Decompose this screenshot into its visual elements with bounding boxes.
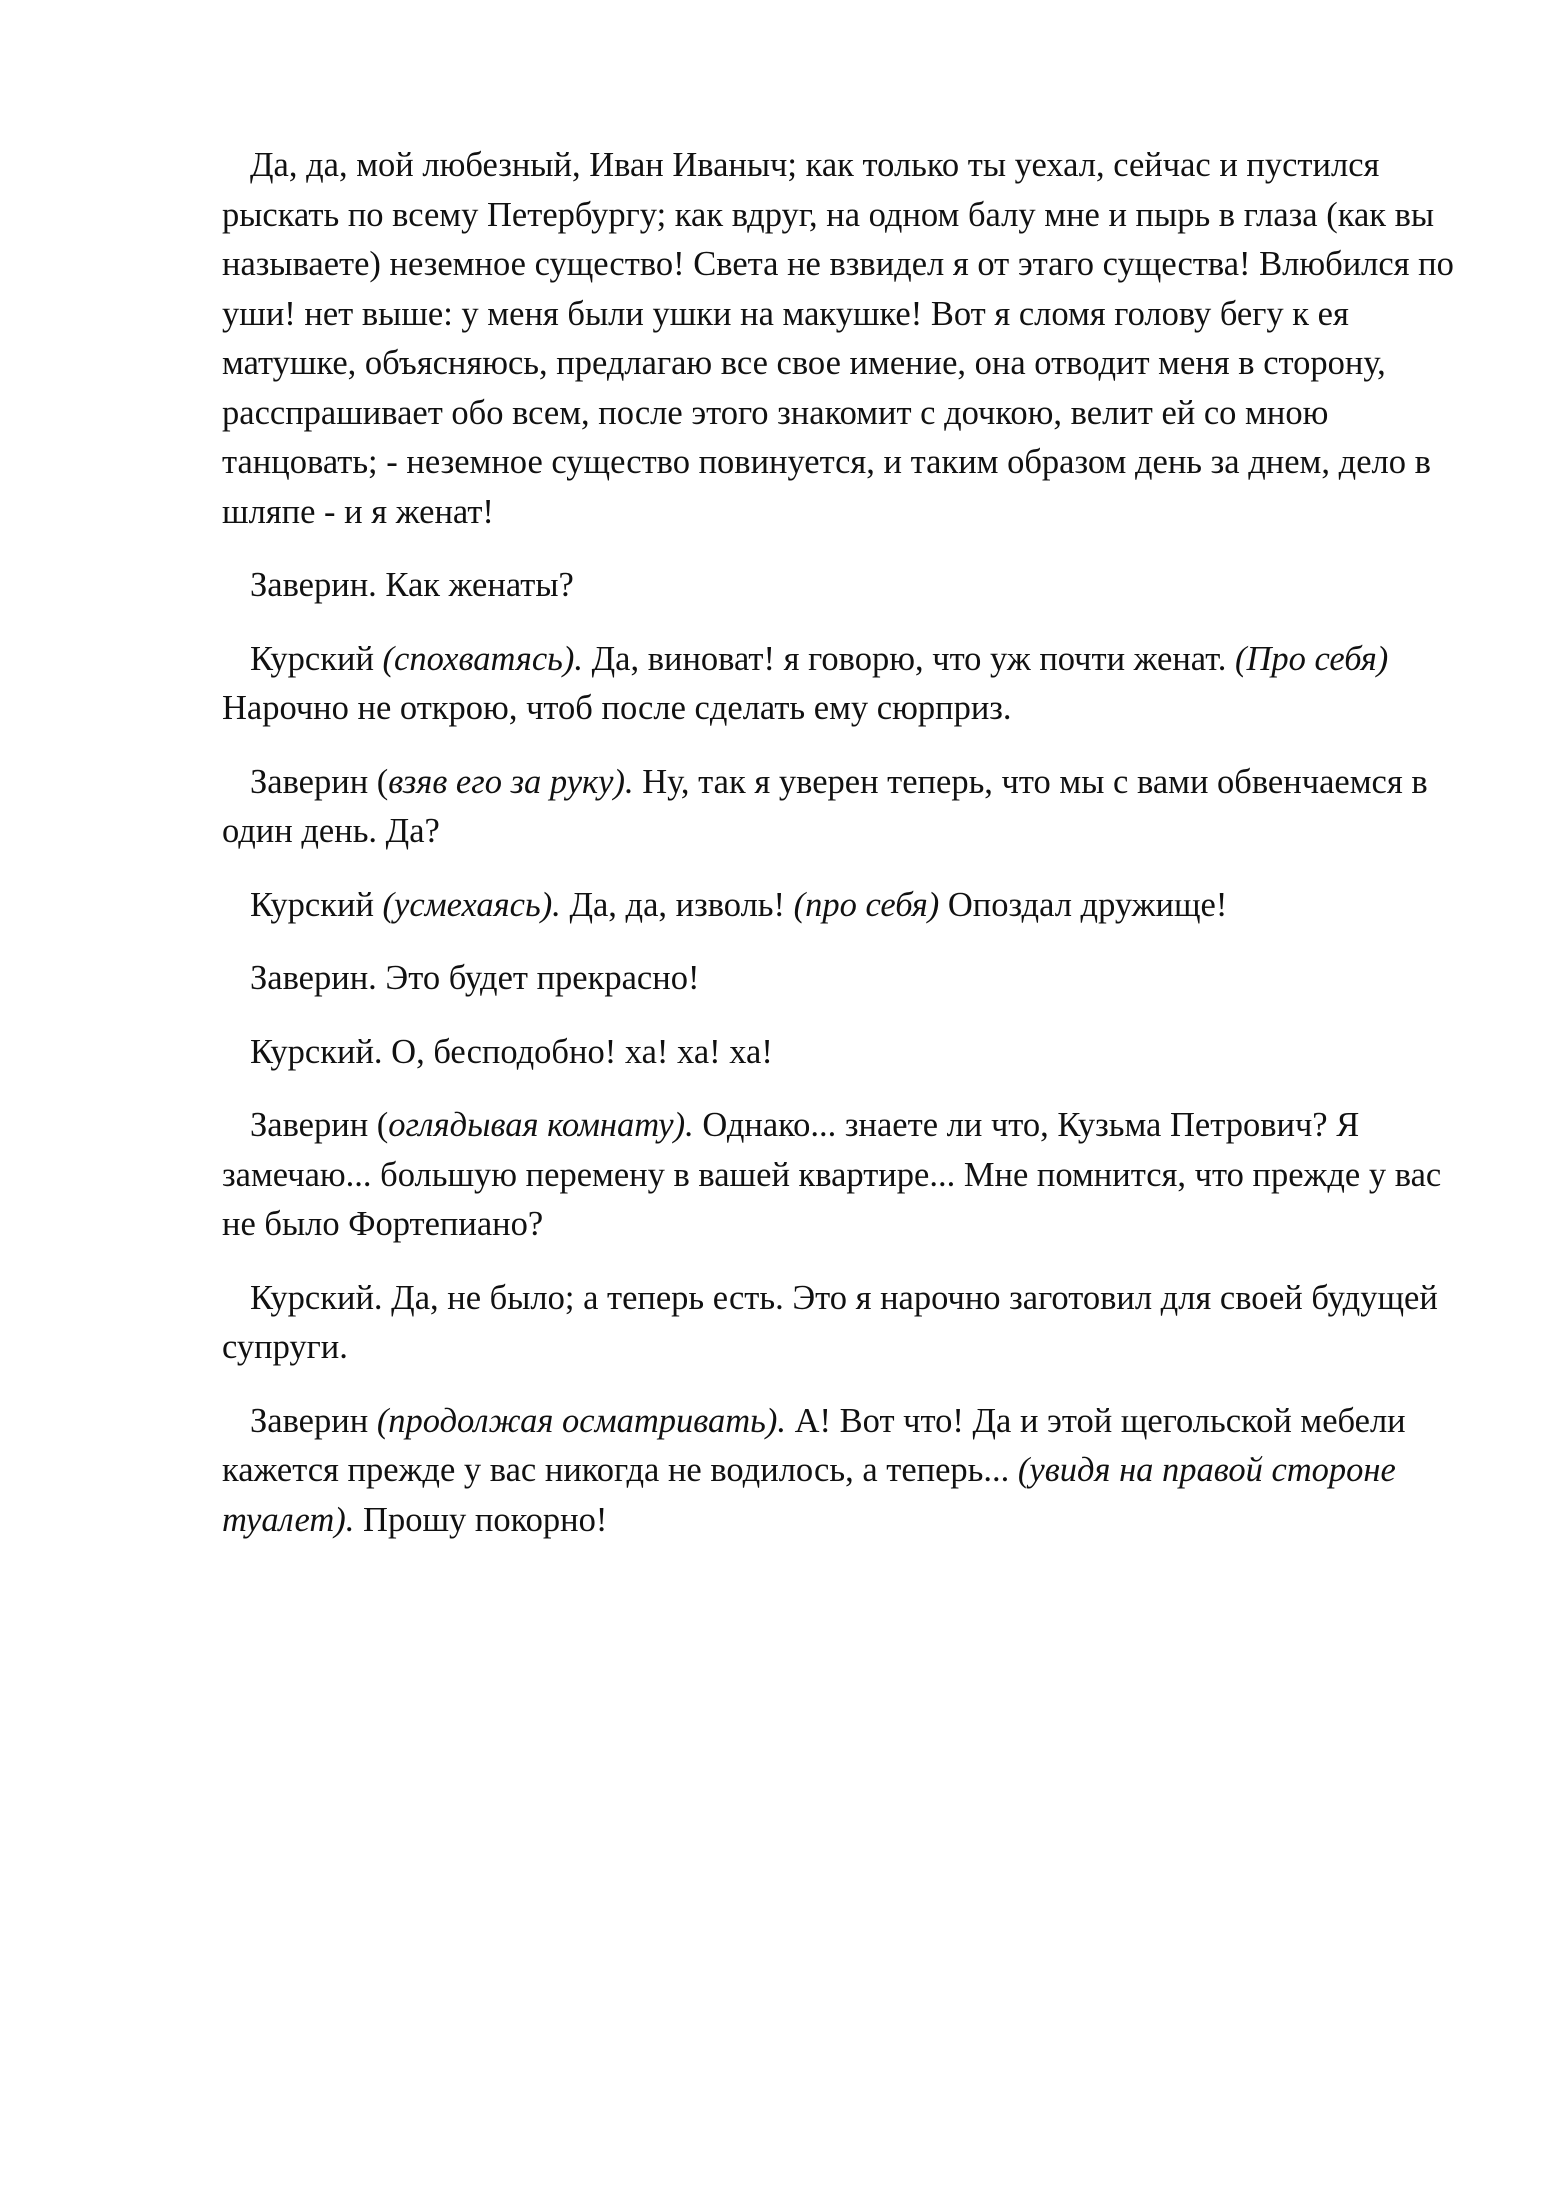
paragraph-6 [222,954,1457,1004]
text-segment: Курский. О, бесподобно! ха! ха! ха! [250,1032,773,1071]
stage-direction: (увидя на правой стороне туалет). [222,1451,1405,1539]
speaker-text: Курский [250,885,383,924]
text-segment: Однако... знаете ли что, Кузьма Петрович? Я замечаю... большую перемену в вашей квартире... Мне помнится, что прежде у вас не было Фортепиано? [222,1106,1450,1243]
text-segment: Прошу покорно! [354,1500,608,1539]
speaker-text: Заверин ( [250,1106,389,1144]
text-segment: Да, да, изволь! [560,885,794,924]
text-segment: Да, да, мой любезный, Иван Иваныч; как только ты уехал, сейчас и пустился рыскать по всему Петербургу; как вдруг, на одном балу мне и пырь в глаза (как вы называете) неземное существо! Света не взвидел я от этаго существа! Влюбился по уши! нет выше: у меня были ушки на макушке! Вот я сломя голову бегу к ея матушке, объясняюсь, предлагаю все свое имение, она отводит меня в сторону, расспрашивает обо всем, после этого знакомит с дочкою, велит ей со мною танцовать; - неземное существо повинуется, и таким образом день за днем, дело в шляпе - и я женат! [222,146,1463,531]
text-segment: А! Вот что! Да и этой щегольской мебели кажется прежде у вас никогда не водилось, а теперь... [222,1401,1415,1489]
stage-direction: (продолжая осматривать). [376,1401,786,1440]
speaker-text: Заверин [250,1401,377,1440]
stage-direction: (про себя) [793,885,940,924]
paragraph-3 [222,635,1457,734]
paragraph-10 [222,1397,1457,1546]
stage-direction: взяв его за руку). [388,762,634,801]
text-segment: Заверин. Это будет прекрасно! [250,959,700,997]
paragraph-7 [222,1028,1457,1078]
stage-direction: (Про себя) [1234,639,1389,678]
text-segment: Ну, так я уверен теперь, что мы с вами обвенчаемся в один день. Да? [222,762,1437,850]
document-page [222,141,1463,1569]
speaker-text: Курский [250,639,383,678]
paragraph-1 [222,141,1463,537]
stage-direction: (усмехаясь). [382,885,561,924]
text-segment: Заверин. Как женаты? [250,566,574,604]
stage-direction: (спохватясь). [382,639,583,678]
text-segment: Курский. Да, не было; а теперь есть. Это я нарочно заготовил для своей будущей супруги. [222,1278,1447,1366]
speaker-text: Заверин ( [250,762,389,801]
paragraph-5 [222,881,1457,931]
text-segment: Нарочно не открою, чтоб после сделать ему сюрприз. [222,639,1397,727]
paragraph-4 [222,758,1457,857]
paragraph-2 [222,561,1457,611]
paragraph-8 [222,1101,1457,1250]
text-segment: Опоздал дружище! [939,885,1228,924]
text-segment: Да, виноват! я говорю, что уж почти женат. [582,639,1235,678]
paragraph-9 [222,1274,1457,1373]
stage-direction: оглядывая комнату). [388,1106,694,1144]
